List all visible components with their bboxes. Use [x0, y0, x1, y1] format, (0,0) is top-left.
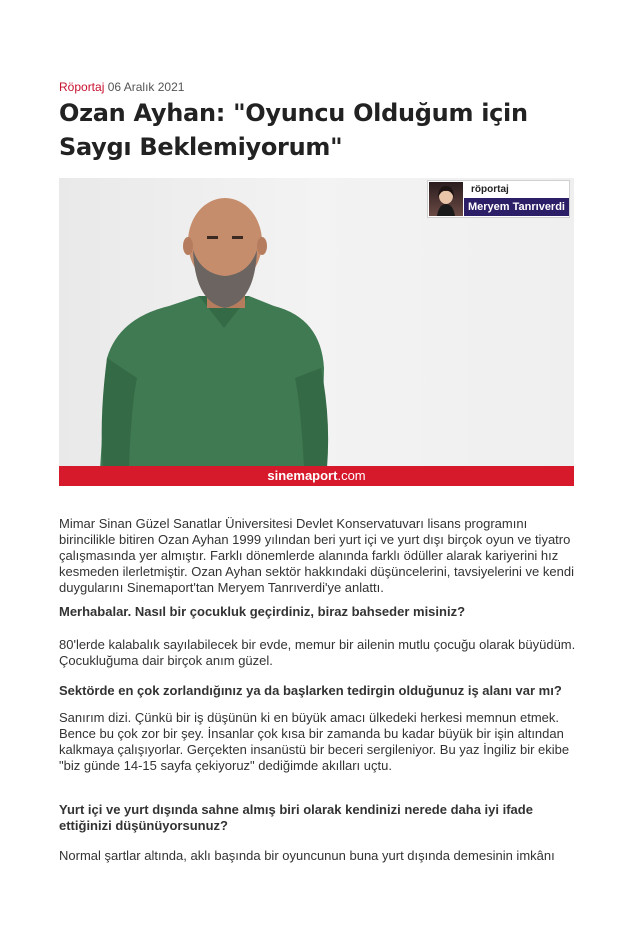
hero-image: [59, 178, 574, 486]
interviewer-avatar: [429, 182, 463, 216]
interviewer-badge: [427, 180, 570, 218]
brand-name: sinemaport: [267, 468, 338, 483]
question-2: Sektörde en çok zorlandığınız ya da başlarken tedirgin olduğunuz iş alanı var mı?: [59, 683, 562, 698]
answer-2: Sanırım dizi. Çünkü bir iş düşünün ki en büyük amacı ülkedeki herkesi memnun etmek. Bence bu çok zor bir şey. İnsanlar çok kısa bir zamanda bu kadar büyük bir işin altından kalkmaya çalışıyorlar. Gerçekten insanüstü bir beceri sergileniyor. Bu yaz İngiliz bir ekibe "biz günde 14-15 sayfa çekiyoruz" dediğimde akılları uçtu.: [59, 710, 570, 773]
intro-paragraph: Mimar Sinan Güzel Sanatlar Üniversitesi Devlet Konservatuvarı lisans programını birincilikle bitiren Ozan Ayhan 1999 yılından beri yurt içi ve yurt dışı birçok oyun ve tiyatro çalışmasında yer almıştır. Farklı dönemlerde alanında farklı ödüller alarak kariyerini hız kesmeden ilerletmiştir. Ozan Ayhan sektör hakkındaki düşüncelerini, tavsiyelerini ve kendi duygularını Sinemaport'tan Meryem Tanrıverdi'ye anlattı.: [59, 516, 574, 595]
article-title: Ozan Ayhan: "Oyuncu Olduğum için Saygı Beklemiyorum": [59, 99, 528, 161]
question-3: Yurt içi ve yurt dışında sahne almış biri olarak kendinizi nerede daha iyi ifade ettiğinizi düşünüyorsunuz?: [59, 802, 533, 833]
publish-date: 06 Aralık 2021: [107, 80, 185, 94]
portrait-illustration: [59, 178, 574, 486]
answer-3: Normal şartlar altında, aklı başında bir oyuncunun buna yurt dışında demesinin imkânı: [59, 848, 555, 863]
badge-interviewer-name: Meryem Tanrıverdi: [464, 198, 569, 216]
badge-section-label: röportaj: [466, 183, 567, 197]
question-1: Merhabalar. Nasıl bir çocukluk geçirdiniz, biraz bahseder misiniz?: [59, 604, 466, 619]
category-label[interactable]: Röportaj: [59, 80, 105, 94]
brand-domain: .com: [337, 468, 366, 483]
brand-strip: [59, 466, 574, 486]
article-meta: [59, 80, 184, 94]
answer-1: 80'lerde kalabalık sayılabilecek bir evde, memur bir ailenin mutlu çocuğu olarak büyüdüm. Çocukluğuma dair birçok anım güzel.: [59, 637, 576, 668]
